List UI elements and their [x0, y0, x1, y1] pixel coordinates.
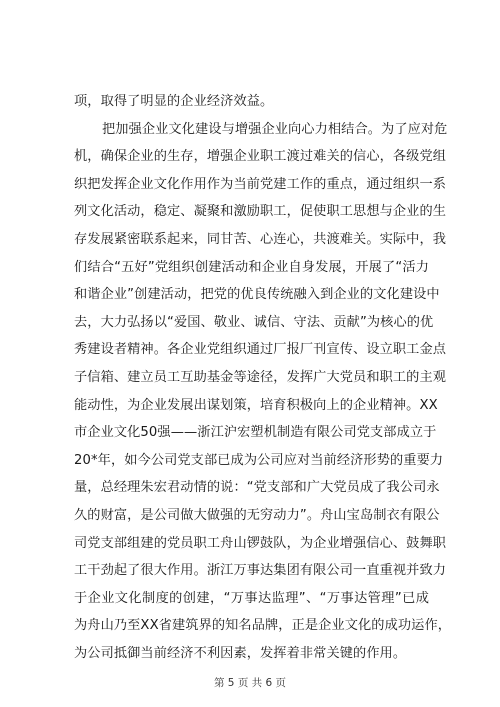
text-line: 久的财富，是公司做大做强的无穷动力”。舟山宝岛制衣有限公 — [74, 507, 440, 523]
text-line: 们结合“五好”党组织创建活动和企业自身发展，开展了“活力 — [74, 259, 429, 275]
text-line: 20*年，如今公司党支部已成为公司应对当前经济形势的重要力 — [74, 452, 444, 468]
text-line: 机，确保企业的生存，增强企业职工渡过难关的信心，各级党组 — [74, 149, 447, 165]
text-line: 存发展紧密联系起来，同甘苦、心连心，共渡难关。实际中，我 — [74, 231, 447, 247]
text-line: 列文化活动，稳定、凝聚和激励职工，促使职工思想与企业的生 — [74, 204, 447, 220]
body-text — [74, 88, 452, 667]
text-line: 子信箱、建立员工互助基金等途径，发挥广大党员和职工的主观 — [74, 369, 447, 385]
text-line: 把加强企业文化建设与增强企业向心力相结合。为了应对危 — [102, 121, 448, 137]
text-line: 于企业文化制度的创建，“万事达监理”、“万事达管理”已成 — [74, 590, 429, 606]
text-line: 为舟山乃至XX省建筑界的知名品牌，正是企业文化的成功运作， — [74, 618, 452, 634]
text-line: 司党支部组建的党员职工舟山锣鼓队，为企业增强信心、鼓舞职 — [74, 535, 447, 551]
text-line: 能动性，为企业发展出谋划策，培育积极向上的企业精神。XX — [74, 397, 438, 413]
text-line: 秀建设者精神。各企业党组织通过厂报厂刊宣传、设立职工金点 — [74, 342, 447, 358]
text-line: 市企业文化50强——浙江沪宏塑机制造有限公司党支部成立于 — [74, 425, 437, 441]
text-line: 去，大力弘扬以“爱国、敬业、诚信、守法、贡献”为核心的优 — [74, 314, 434, 330]
text-line: 为公司抵御当前经济不利因素，发挥着非常关键的作用。 — [74, 645, 407, 661]
text-line: 织把发挥企业文化作用作为当前党建工作的重点，通过组织一系 — [74, 176, 447, 192]
page-footer: 第 5 页 共 6 页 — [213, 677, 287, 689]
text-line: 量，总经理朱宏君动情的说：“党支部和广大党员成了我公司永 — [74, 480, 440, 496]
text-line: 工干劲起了很大作用。浙江万事达集团有限公司一直重视并致力 — [74, 563, 447, 579]
text-line: 和谐企业”创建活动，把党的优良传统融入到企业的文化建设中 — [74, 287, 440, 303]
text-line: 项，取得了明显的企业经济效益。 — [74, 94, 274, 109]
